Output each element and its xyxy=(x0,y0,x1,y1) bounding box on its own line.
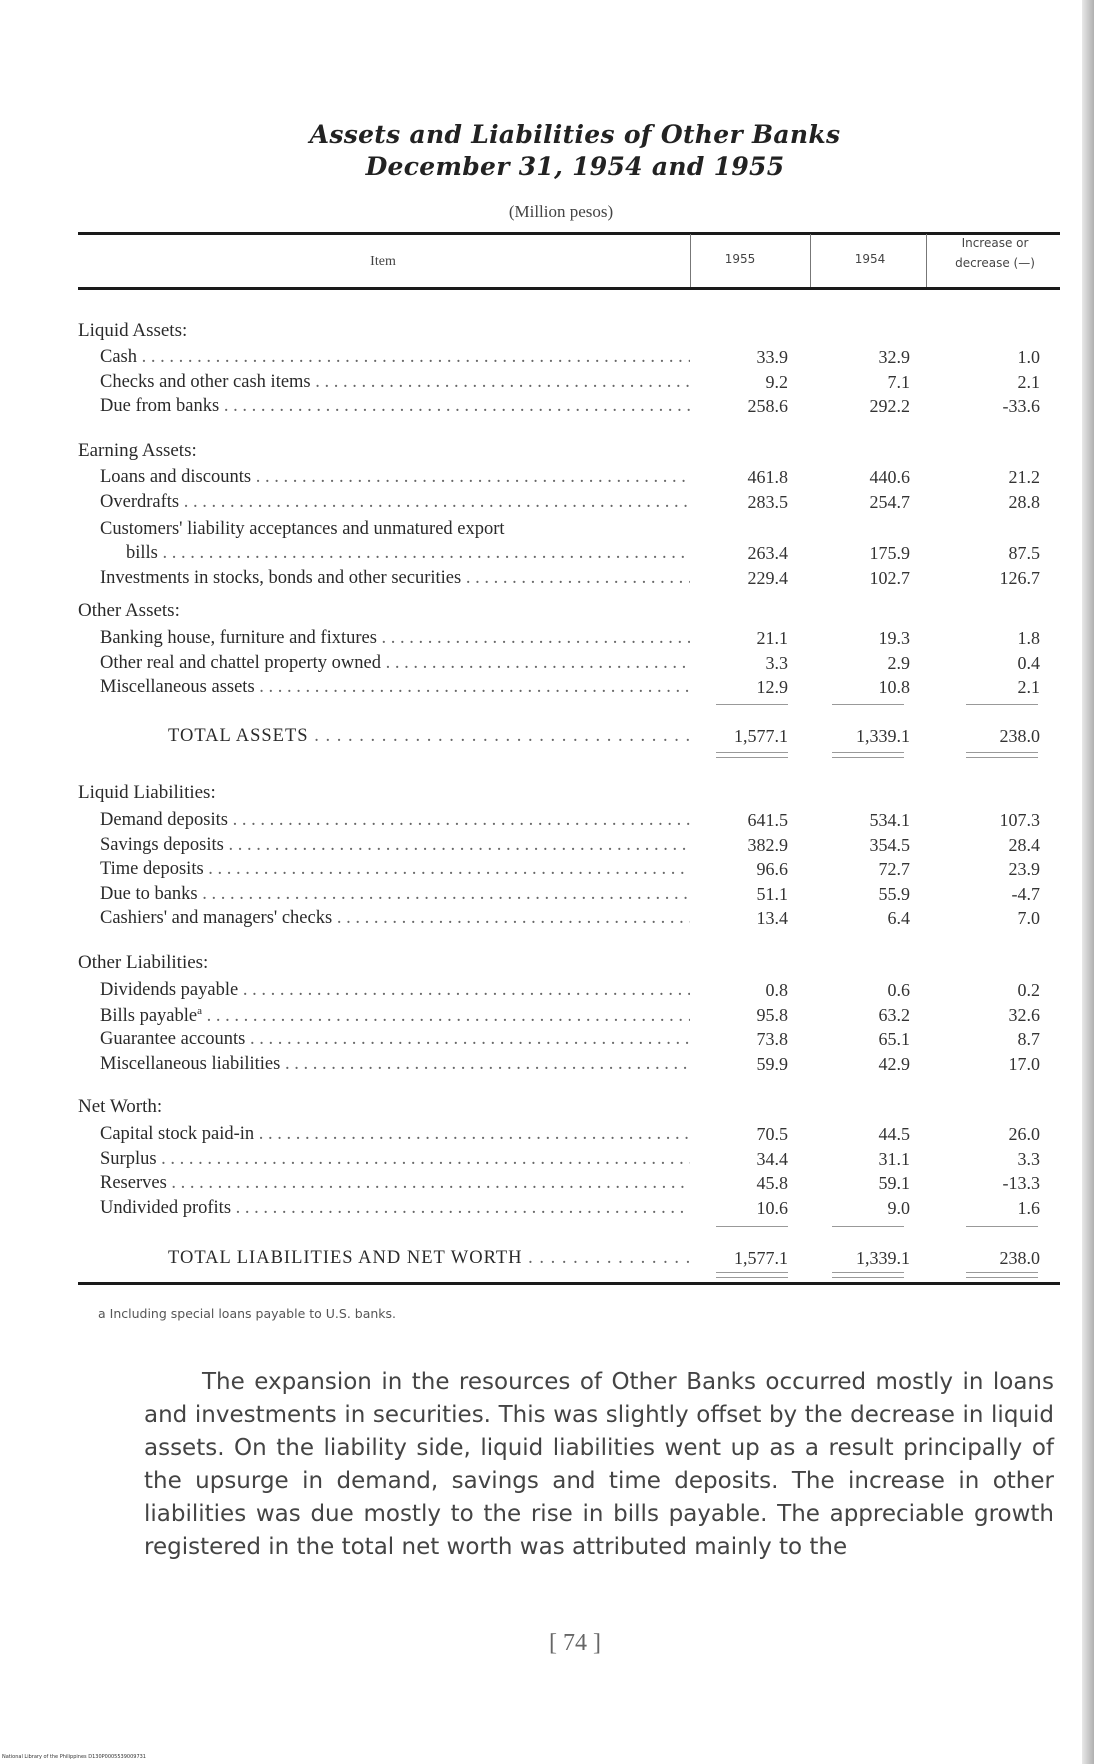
row-item-text: Capital stock paid-in xyxy=(100,1124,255,1144)
value-change: 28.4 xyxy=(1008,835,1040,855)
value-1954: 42.9 xyxy=(878,1054,910,1074)
value-1954: 72.7 xyxy=(878,859,910,879)
row-item-text: Banking house, furniture and fixtures xyxy=(100,628,377,648)
value-1954: 254.7 xyxy=(869,492,910,512)
total-double-rule xyxy=(716,1272,788,1278)
row-item-text: Surplus xyxy=(100,1149,157,1169)
value-1955: 51.1 xyxy=(756,884,788,904)
value-1954: 2.9 xyxy=(887,653,910,673)
table-row xyxy=(100,980,690,1001)
value-1955: 1,577.1 xyxy=(734,1248,788,1268)
subtotal-rule xyxy=(832,1226,904,1227)
value-1955: 641.5 xyxy=(747,810,788,830)
value-1955: 45.8 xyxy=(756,1173,788,1193)
subtotal-rule xyxy=(832,704,904,705)
value-change: 1.6 xyxy=(1017,1198,1040,1218)
total-row xyxy=(168,726,694,747)
section-label: Net Worth: xyxy=(78,1096,163,1117)
body-paragraph: The expansion in the resources of Other Banks occurred mostly in loans and investments in securities. This was slightly offset by the decrease in liquid assets. On the liability side, liquid liabilities went up as a result principally of the upsurge in demand, savings and time deposits. The increase in other liabilities was due mostly to the rise in bills payable. The appreciable growth registered in the total net worth was attributed mainly to the xyxy=(144,1369,1054,1560)
row-item-text: TOTAL ASSETS xyxy=(168,726,309,746)
header-divider xyxy=(926,234,927,287)
value-1955: 96.6 xyxy=(756,859,788,879)
value-change: 17.0 xyxy=(1008,1054,1040,1074)
value-1954: 31.1 xyxy=(878,1149,910,1169)
row-item-text: Dividends payable xyxy=(100,980,239,1000)
scan-page-edge xyxy=(1082,0,1094,1764)
value-change: 0.2 xyxy=(1017,980,1040,1000)
value-1954: 44.5 xyxy=(878,1124,910,1144)
value-change: -33.6 xyxy=(1002,396,1040,416)
value-change: 26.0 xyxy=(1008,1124,1040,1144)
archive-stamp: National Library of the Philippines D130P0005539009731 xyxy=(2,1754,146,1760)
value-change: 2.1 xyxy=(1017,677,1040,697)
row-item-text: Miscellaneous assets xyxy=(100,677,255,697)
table-row xyxy=(100,568,690,589)
total-double-rule xyxy=(832,752,904,758)
row-item-text: Reserves xyxy=(100,1173,167,1193)
value-1955: 10.6 xyxy=(756,1198,788,1218)
row-item-cont: bills . . . xyxy=(126,543,690,564)
row-item-text: Time deposits xyxy=(100,859,204,879)
row-item-text: Checks and other cash items xyxy=(100,372,311,392)
value-1954: 32.9 xyxy=(878,347,910,367)
row-item-text: Undivided profits xyxy=(100,1198,232,1218)
header-bottom-rule xyxy=(78,287,1060,290)
value-1955: 258.6 xyxy=(747,396,788,416)
table-row xyxy=(100,1149,690,1170)
header-divider xyxy=(810,234,811,287)
value-change: -13.3 xyxy=(1002,1173,1040,1193)
value-1954: 292.2 xyxy=(869,396,910,416)
value-change: 7.0 xyxy=(1017,908,1040,928)
value-1954: 7.1 xyxy=(887,372,910,392)
table-row xyxy=(100,467,690,488)
total-double-rule xyxy=(966,752,1038,758)
table-row xyxy=(100,372,690,393)
value-1955: 95.8 xyxy=(756,1005,788,1025)
value-1955: 33.9 xyxy=(756,347,788,367)
value-1955: 283.5 xyxy=(747,492,788,512)
value-change: 126.7 xyxy=(999,568,1040,588)
row-item-text: Other real and chattel property owned xyxy=(100,653,381,673)
row-item-text: Due from banks xyxy=(100,396,220,416)
table-title: Assets and Liabilities of Other Banks xyxy=(309,120,841,149)
value-1954: 59.1 xyxy=(878,1173,910,1193)
value-1954: 0.6 xyxy=(887,980,910,1000)
table-row xyxy=(100,628,690,649)
table-row xyxy=(100,859,690,880)
value-1955: 3.3 xyxy=(765,653,788,673)
row-item-text: Cashiers' and managers' checks xyxy=(100,908,333,928)
subtotal-rule xyxy=(966,704,1038,705)
value-1955: 34.4 xyxy=(756,1149,788,1169)
section-label: Other Liabilities: xyxy=(78,952,209,973)
value-1955: 59.9 xyxy=(756,1054,788,1074)
value-1955: 0.8 xyxy=(765,980,788,1000)
subtotal-rule xyxy=(966,1226,1038,1227)
value-change: 21.2 xyxy=(1008,467,1040,487)
value-1954: 440.6 xyxy=(869,467,910,487)
table-row xyxy=(100,653,690,674)
section-label: Liquid Assets: xyxy=(78,320,188,341)
value-1954: 65.1 xyxy=(878,1029,910,1049)
footnote: a Including special loans payable to U.S. banks. xyxy=(98,1306,397,1321)
value-1954: 55.9 xyxy=(878,884,910,904)
total-double-rule xyxy=(966,1272,1038,1278)
value-change: 32.6 xyxy=(1008,1005,1040,1025)
value-1954: 175.9 xyxy=(869,543,910,563)
row-item-text: Savings deposits xyxy=(100,835,224,855)
value-1954: 6.4 xyxy=(887,908,910,928)
header-divider xyxy=(690,234,691,287)
total-double-rule xyxy=(716,752,788,758)
header-change-line2: decrease (—) xyxy=(955,256,1035,270)
value-change: 28.8 xyxy=(1008,492,1040,512)
table-row xyxy=(100,908,690,929)
row-item-text: Demand deposits xyxy=(100,810,228,830)
value-1954: 63.2 xyxy=(878,1005,910,1025)
value-change: 8.7 xyxy=(1017,1029,1040,1049)
value-change: 1.8 xyxy=(1017,628,1040,648)
value-change: 3.3 xyxy=(1017,1149,1040,1169)
value-1955: 382.9 xyxy=(747,835,788,855)
value-change: 2.1 xyxy=(1017,372,1040,392)
value-change: 107.3 xyxy=(999,810,1040,830)
table-row xyxy=(100,884,690,905)
value-1954: 9.0 xyxy=(887,1198,910,1218)
table-row xyxy=(100,1124,690,1145)
value-1955: 13.4 xyxy=(756,908,788,928)
subtotal-rule xyxy=(716,1226,788,1227)
value-1954: 354.5 xyxy=(869,835,910,855)
row-item-text: Overdrafts xyxy=(100,492,180,512)
row-item-text: Guarantee accounts xyxy=(100,1029,246,1049)
value-1955: 12.9 xyxy=(756,677,788,697)
row-item-text: Cash xyxy=(100,347,137,367)
table-row xyxy=(100,396,690,417)
value-change: 1.0 xyxy=(1017,347,1040,367)
value-1955: 73.8 xyxy=(756,1029,788,1049)
header-item: Item xyxy=(370,254,396,269)
section-label: Other Assets: xyxy=(78,600,180,621)
table-row xyxy=(100,347,690,368)
value-1954: 10.8 xyxy=(878,677,910,697)
row-item-text: Investments in stocks, bonds and other securities xyxy=(100,568,462,588)
total-double-rule xyxy=(832,1272,904,1278)
table-row xyxy=(100,1005,690,1027)
table-row xyxy=(100,1173,690,1194)
value-1955: 461.8 xyxy=(747,467,788,487)
value-change: 238.0 xyxy=(999,726,1040,746)
value-change: -4.7 xyxy=(1011,884,1040,904)
value-1954: 1,339.1 xyxy=(856,1248,910,1268)
section-label: Earning Assets: xyxy=(78,440,197,461)
row-item-text: Bills payable xyxy=(100,1006,198,1027)
header-change-line1: Increase or xyxy=(961,236,1029,250)
value-1955: 263.4 xyxy=(747,543,788,563)
value-1955: 70.5 xyxy=(756,1124,788,1144)
table-row xyxy=(100,1198,690,1219)
table-row xyxy=(100,492,690,513)
header-1954: 1954 xyxy=(854,252,886,266)
value-change: 238.0 xyxy=(999,1248,1040,1268)
value-change: 87.5 xyxy=(1008,543,1040,563)
row-item: Customers' liability acceptances and unmatured export xyxy=(100,519,505,539)
value-1955: 21.1 xyxy=(756,628,788,648)
table-row xyxy=(100,1029,690,1050)
value-1954: 102.7 xyxy=(869,568,910,588)
table-row xyxy=(100,1054,690,1075)
unit-subtitle: (Million pesos) xyxy=(508,202,614,221)
total-row xyxy=(168,1248,694,1269)
value-change: 0.4 xyxy=(1017,653,1040,673)
value-1954: 1,339.1 xyxy=(856,726,910,746)
footnote-marker: a xyxy=(197,1005,202,1017)
value-1955: 229.4 xyxy=(747,568,788,588)
value-1955: 9.2 xyxy=(765,372,788,392)
row-item-text: TOTAL LIABILITIES AND NET WORTH xyxy=(168,1248,523,1268)
section-label: Liquid Liabilities: xyxy=(78,782,216,803)
row-item-text: Miscellaneous liabilities xyxy=(100,1054,281,1074)
row-item-text: Loans and discounts xyxy=(100,467,252,487)
subtotal-rule xyxy=(716,704,788,705)
value-1954: 19.3 xyxy=(878,628,910,648)
row-item-text: Due to banks xyxy=(100,884,198,904)
value-1955: 1,577.1 xyxy=(734,726,788,746)
table-row xyxy=(100,677,690,698)
table-row xyxy=(100,835,690,856)
value-change: 23.9 xyxy=(1008,859,1040,879)
header-1955: 1955 xyxy=(724,252,756,266)
table-top-rule xyxy=(78,232,1060,235)
table-title-date: December 31, 1954 and 1955 xyxy=(365,152,785,181)
table-bottom-rule xyxy=(78,1282,1060,1285)
page-number: [ 74 ] xyxy=(549,1630,601,1656)
table-row xyxy=(100,810,690,831)
value-1954: 534.1 xyxy=(869,810,910,830)
